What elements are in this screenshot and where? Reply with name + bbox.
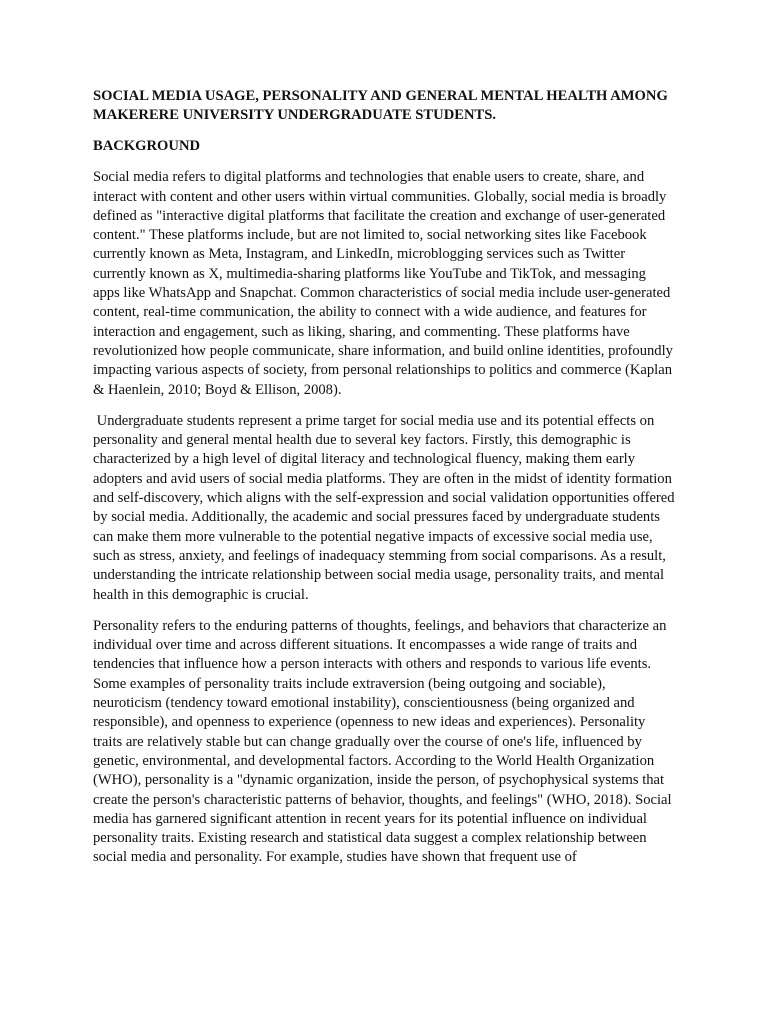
paragraph-personality: Personality refers to the enduring patterns of thoughts, feelings, and behaviors that characterize an individual over time and across different situations. It encompasses a wide range of traits and tendencies that influence how a person interacts with others and responds to various life events. Some examples of personality traits include extraversion (being outgoing and sociable), neuroticism (tendency toward emotional instability), conscientiousness (being organized and responsible), and openness to experience (openness to new ideas and experiences). Personality traits are relatively stable but can change gradually over the course of one's life, influenced by genetic, environmental, and developmental factors. According to the World Health Organization (WHO), personality is a "dynamic organization, inside the person, of psychophysical systems that create the person's characteristic patterns of behavior, thoughts, and feelings" (WHO, 2018). Social media has garnered significant attention in recent years for its potential influence on individual personality traits. Existing research and statistical data suggest a complex relationship between social media and personality. For example, studies have shown that frequent use of — [93, 617, 672, 866]
document-page — [93, 87, 676, 880]
section-heading-background: BACKGROUND — [93, 138, 201, 154]
paragraph-undergraduate-students: Undergraduate students represent a prime target for social media use and its potential effects on personality and general mental health due to several key factors. Firstly, this demographic is characterized by a high level of digital literacy and technological fluency, making them early adopters and avid users of social media platforms. They are often in the midst of identity formation and self-discovery, which aligns with the self-expression and social validation opportunities offered by social media. Additionally, the academic and social pressures faced by undergraduate students can make them more vulnerable to the potential negative impacts of excessive social media use, such as stress, anxiety, and feelings of inadequacy stemming from social comparisons. As a result, understanding the intricate relationship between social media usage, personality traits, and mental health in this demographic is crucial. — [93, 412, 675, 603]
document-title: SOCIAL MEDIA USAGE, PERSONALITY AND GENERAL MENTAL HEALTH AMONG MAKERERE UNIVERSITY UNDERGRADUATE STUDENTS. — [93, 88, 668, 123]
paragraph-social-media-definition: Social media refers to digital platforms and technologies that enable users to create, share, and interact with content and other users within virtual communities. Globally, social media is broadly defined as "interactive digital platforms that facilitate the creation and exchange of user-generated content." These platforms include, but are not limited to, social networking sites like Facebook currently known as Meta, Instagram, and LinkedIn, microblogging services such as Twitter currently known as X, multimedia-sharing platforms like YouTube and TikTok, and messaging apps like WhatsApp and Snapchat. Common characteristics of social media include user-generated content, real-time communication, the ability to connect with a wide audience, and features for interaction and engagement, such as liking, sharing, and commenting. These platforms have revolutionized how people communicate, share information, and build online identities, profoundly impacting various aspects of society, from personal relationships to politics and commerce (Kaplan & Haenlein, 2010; Boyd & Ellison, 2008). — [93, 169, 673, 398]
